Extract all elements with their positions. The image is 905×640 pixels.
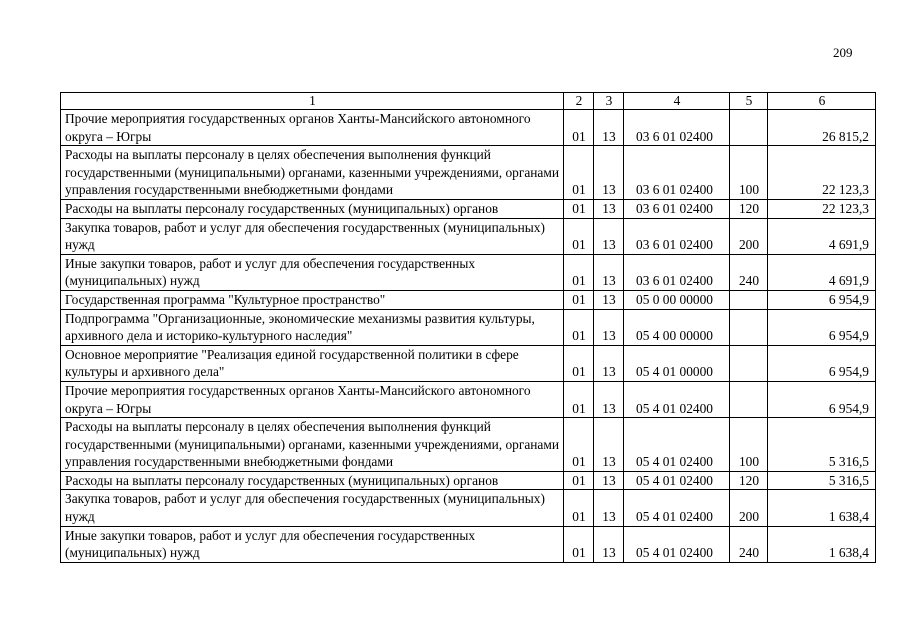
cell-target-article: 03 6 01 02400 xyxy=(624,199,730,218)
cell-subsection: 13 xyxy=(594,199,624,218)
cell-section: 01 xyxy=(564,218,594,254)
cell-amount: 4 691,9 xyxy=(768,254,876,290)
column-header: 5 xyxy=(730,93,768,110)
column-header: 2 xyxy=(564,93,594,110)
cell-section: 01 xyxy=(564,309,594,345)
cell-section: 01 xyxy=(564,471,594,490)
cell-amount: 6 954,9 xyxy=(768,345,876,381)
cell-subsection: 13 xyxy=(594,490,624,526)
cell-name: Иные закупки товаров, работ и услуг для обеспечения государственных (муниципальных) нужд xyxy=(61,254,564,290)
cell-expense-type: 100 xyxy=(730,418,768,472)
cell-subsection: 13 xyxy=(594,290,624,309)
cell-subsection: 13 xyxy=(594,381,624,417)
cell-target-article: 05 4 01 02400 xyxy=(624,471,730,490)
cell-subsection: 13 xyxy=(594,418,624,472)
cell-target-article: 03 6 01 02400 xyxy=(624,110,730,146)
cell-amount: 1 638,4 xyxy=(768,526,876,562)
cell-name: Иные закупки товаров, работ и услуг для обеспечения государственных (муниципальных) нужд xyxy=(61,526,564,562)
table-row xyxy=(61,146,876,200)
cell-subsection: 13 xyxy=(594,110,624,146)
cell-target-article: 03 6 01 02400 xyxy=(624,218,730,254)
table-row xyxy=(61,490,876,526)
cell-name: Государственная программа "Культурное пространство" xyxy=(61,290,564,309)
column-header: 1 xyxy=(61,93,564,110)
cell-target-article: 05 4 01 02400 xyxy=(624,381,730,417)
cell-name: Расходы на выплаты персоналу государственных (муниципальных) органов xyxy=(61,471,564,490)
cell-name: Закупка товаров, работ и услуг для обеспечения государственных (муниципальных) нужд xyxy=(61,490,564,526)
cell-amount: 6 954,9 xyxy=(768,290,876,309)
column-header: 3 xyxy=(594,93,624,110)
cell-amount: 1 638,4 xyxy=(768,490,876,526)
table-row xyxy=(61,471,876,490)
cell-section: 01 xyxy=(564,490,594,526)
cell-subsection: 13 xyxy=(594,218,624,254)
cell-section: 01 xyxy=(564,290,594,309)
cell-name: Прочие мероприятия государственных органов Ханты-Мансийского автономного округа – Югры xyxy=(61,110,564,146)
page-number: 209 xyxy=(833,45,853,60)
cell-subsection: 13 xyxy=(594,146,624,200)
cell-expense-type: 120 xyxy=(730,199,768,218)
cell-name: Подпрограмма "Организационные, экономические механизмы развития культуры, архивного дела и историко-культурного наследия" xyxy=(61,309,564,345)
cell-name: Расходы на выплаты персоналу в целях обеспечения выполнения функций государственными (муниципальными) органами, казенными учреждениями, органами управления государственными внебюджетными фондами xyxy=(61,146,564,200)
table-row xyxy=(61,418,876,472)
table-row xyxy=(61,381,876,417)
table-header-row xyxy=(61,93,876,110)
table-row xyxy=(61,309,876,345)
cell-subsection: 13 xyxy=(594,471,624,490)
cell-expense-type: 240 xyxy=(730,254,768,290)
cell-amount: 5 316,5 xyxy=(768,471,876,490)
cell-amount: 4 691,9 xyxy=(768,218,876,254)
cell-amount: 6 954,9 xyxy=(768,381,876,417)
table-row xyxy=(61,110,876,146)
cell-section: 01 xyxy=(564,254,594,290)
table-row xyxy=(61,345,876,381)
cell-section: 01 xyxy=(564,199,594,218)
cell-amount: 22 123,3 xyxy=(768,199,876,218)
cell-expense-type: 200 xyxy=(730,218,768,254)
cell-name: Основное мероприятие "Реализация единой государственной политики в сфере культуры и архивного дела" xyxy=(61,345,564,381)
cell-subsection: 13 xyxy=(594,526,624,562)
cell-name: Прочие мероприятия государственных органов Ханты-Мансийского автономного округа – Югры xyxy=(61,381,564,417)
cell-name: Расходы на выплаты персоналу государственных (муниципальных) органов xyxy=(61,199,564,218)
cell-amount: 26 815,2 xyxy=(768,110,876,146)
cell-expense-type xyxy=(730,381,768,417)
table-row xyxy=(61,218,876,254)
cell-expense-type xyxy=(730,110,768,146)
cell-section: 01 xyxy=(564,345,594,381)
cell-name: Закупка товаров, работ и услуг для обеспечения государственных (муниципальных) нужд xyxy=(61,218,564,254)
column-header: 4 xyxy=(624,93,730,110)
cell-amount: 5 316,5 xyxy=(768,418,876,472)
cell-target-article: 05 4 01 02400 xyxy=(624,418,730,472)
table-row xyxy=(61,526,876,562)
cell-expense-type xyxy=(730,290,768,309)
cell-expense-type: 120 xyxy=(730,471,768,490)
cell-section: 01 xyxy=(564,146,594,200)
cell-target-article: 03 6 01 02400 xyxy=(624,146,730,200)
cell-expense-type: 100 xyxy=(730,146,768,200)
cell-amount: 22 123,3 xyxy=(768,146,876,200)
cell-name: Расходы на выплаты персоналу в целях обеспечения выполнения функций государственными (муниципальными) органами, казенными учреждениями, органами управления государственными внебюджетными фондами xyxy=(61,418,564,472)
table-row xyxy=(61,199,876,218)
cell-subsection: 13 xyxy=(594,254,624,290)
cell-expense-type xyxy=(730,345,768,381)
cell-section: 01 xyxy=(564,418,594,472)
table-row xyxy=(61,290,876,309)
table-row xyxy=(61,254,876,290)
cell-subsection: 13 xyxy=(594,309,624,345)
budget-table xyxy=(60,92,876,563)
cell-target-article: 05 4 01 02400 xyxy=(624,490,730,526)
cell-target-article: 05 4 00 00000 xyxy=(624,309,730,345)
cell-expense-type: 240 xyxy=(730,526,768,562)
cell-target-article: 05 4 01 00000 xyxy=(624,345,730,381)
cell-expense-type xyxy=(730,309,768,345)
cell-section: 01 xyxy=(564,526,594,562)
cell-target-article: 03 6 01 02400 xyxy=(624,254,730,290)
cell-expense-type: 200 xyxy=(730,490,768,526)
cell-section: 01 xyxy=(564,110,594,146)
column-header: 6 xyxy=(768,93,876,110)
cell-target-article: 05 0 00 00000 xyxy=(624,290,730,309)
cell-subsection: 13 xyxy=(594,345,624,381)
cell-amount: 6 954,9 xyxy=(768,309,876,345)
cell-target-article: 05 4 01 02400 xyxy=(624,526,730,562)
cell-section: 01 xyxy=(564,381,594,417)
